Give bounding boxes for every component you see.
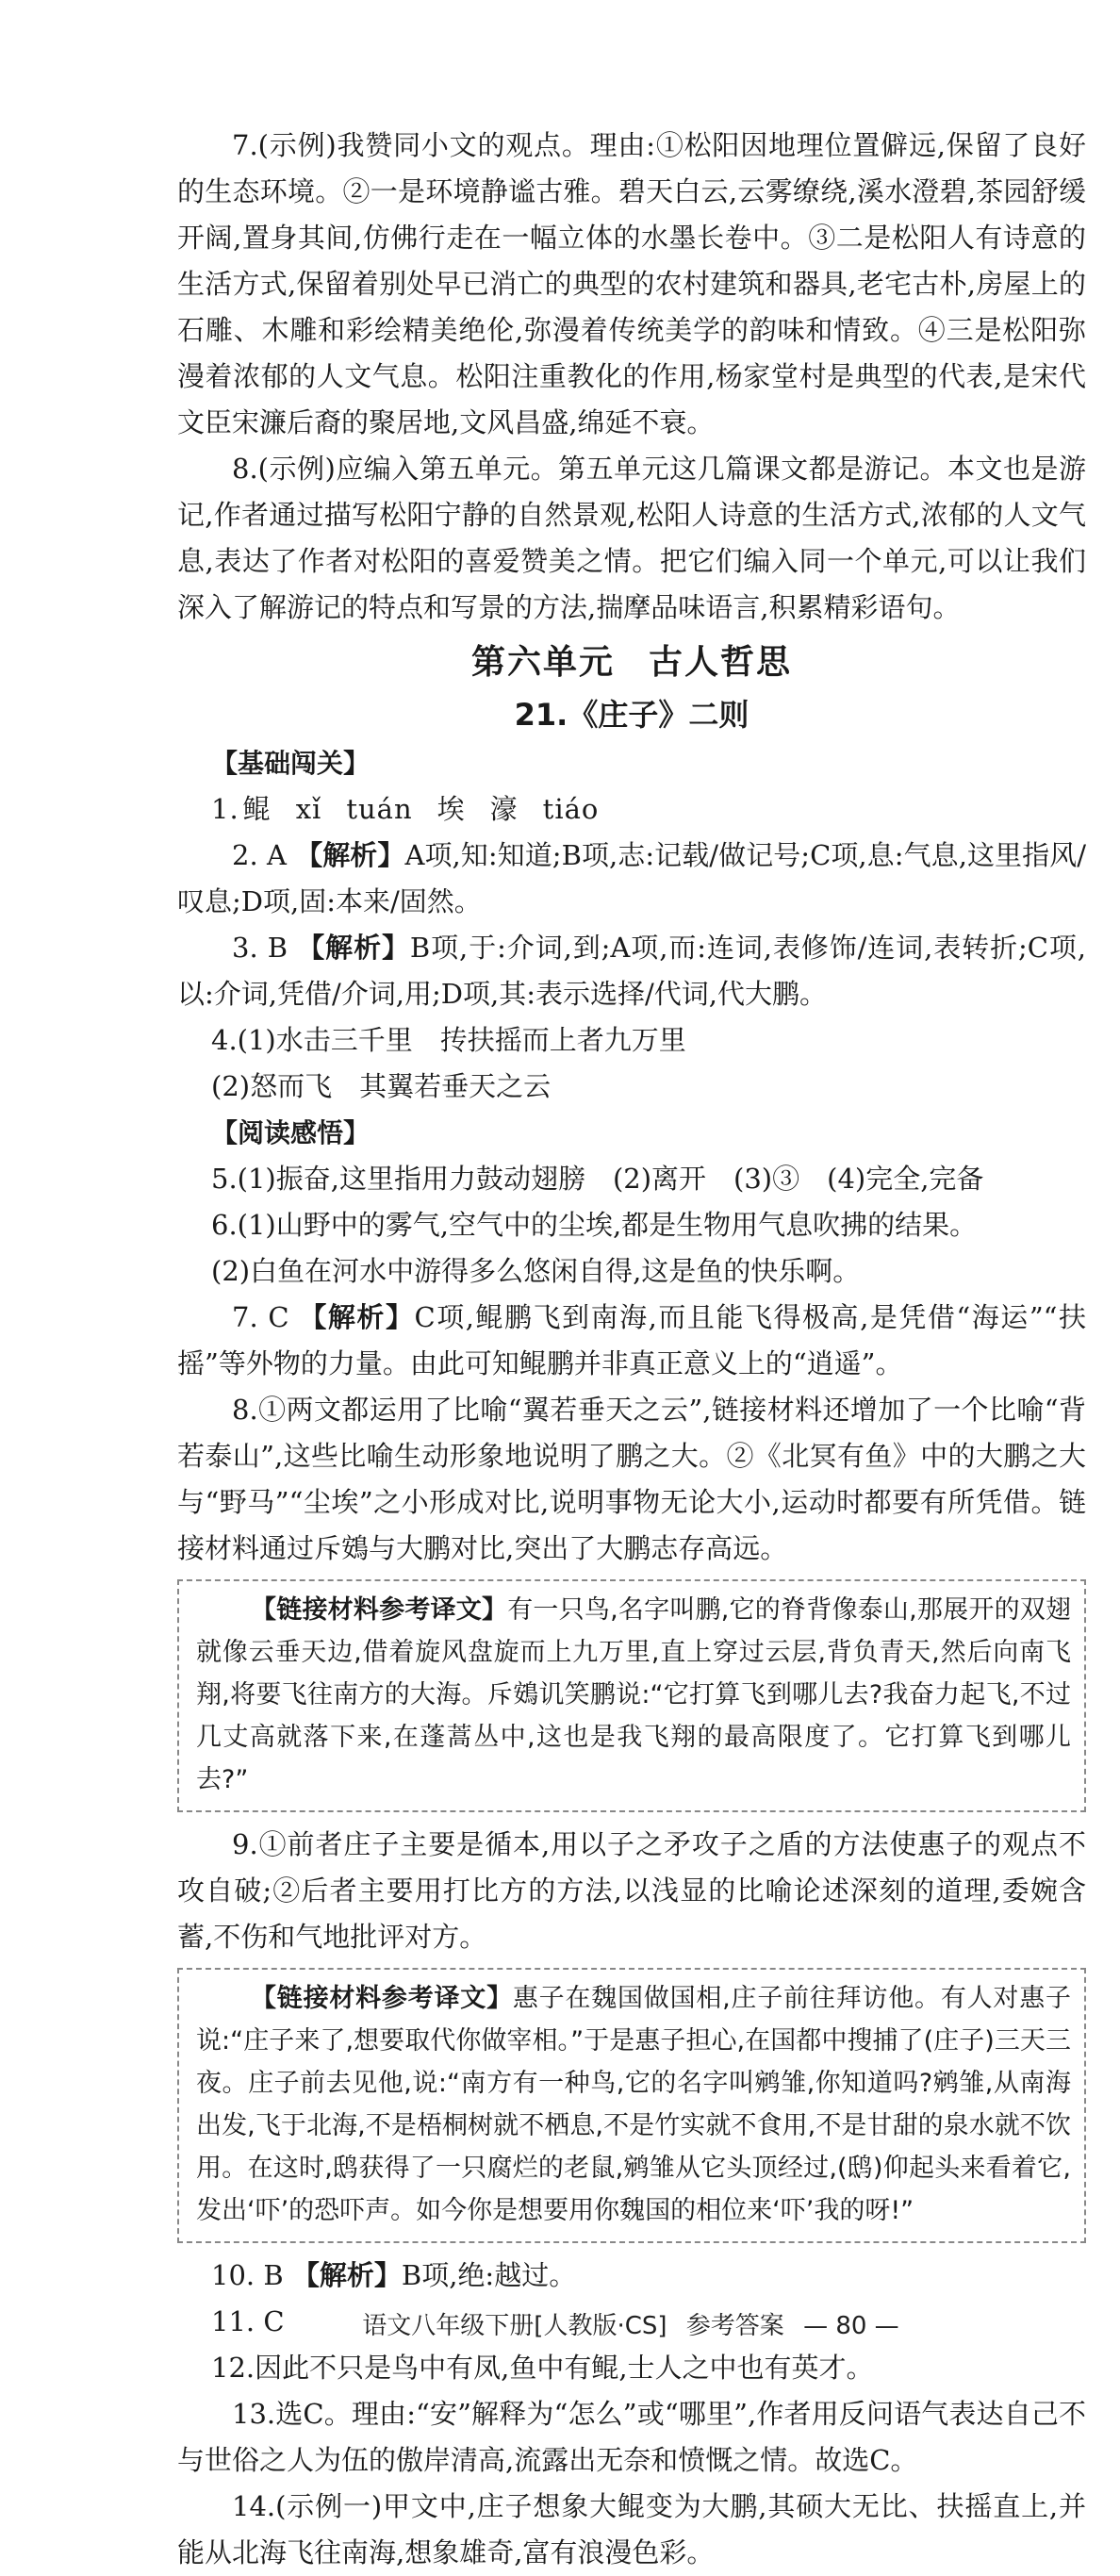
answer-q11: 11. C: [211, 2305, 285, 2337]
q1-number: 1.: [211, 793, 239, 825]
link-material-body-2: 惠子在魏国做国相,庄子前往拜访他。有人对惠子说:“庄子来了,想要取代你做宰相。”于是惠子担心,在国都中搜捕了(庄子)三天三夜。庄子前去见他,说:“南方有一种鸟,它的名字叫鹓雏,你知道吗?鹓雏,从南海出发,飞于北海,不是梧桐树就不栖息,不是竹实就不食用,不是甘甜的泉水就不饮用。在这时,鸱获得了一只腐烂的老鼠,鹓雏从它头顶经过,(鸱)仰起头来看着它,发出‘吓’的恐吓声。如今你是想要用你魏国的相位来‘吓’我的呀!”: [196, 1984, 1071, 2225]
answer-q6-2: (2)白鱼在河水中游得多么悠闲自得,这是鱼的快乐啊。: [211, 1255, 861, 1287]
section-reading-tag: 【阅读感悟】: [211, 1117, 371, 1148]
q2-analysis: A项,知:知道;B项,志:记载/做记号;C项,息:气息,这里指风/叹息;D项,固:本来/固然。: [177, 839, 1086, 917]
link-material-text-1: [196, 1589, 1071, 1801]
answer-q8-top: 8.(示例)应编入第五单元。第五单元这几篇课文都是游记。本文也是游记,作者通过描写松阳宁静的自然景观,松阳人诗意的生活方式,浓郁的人文气息,表达了作者对松阳的喜爱赞美之情。把它们编入同一个单元,可以让我们深入了解游记的特点和写景的方法,揣摩品味语言,积累精彩语句。: [177, 453, 1086, 623]
answer-q7: [177, 1295, 1086, 1387]
answer-q14: 14.(示例一)甲文中,庄子想象大鲲变为大鹏,其硕大无比、扶摇直上,并能从北海飞往南海,想象雄奇,富有浪漫色彩。: [177, 2490, 1086, 2568]
answer-q8: 8.①两文都运用了比喻“翼若垂天之云”,链接材料还增加了一个比喻“背若泰山”,这些比喻生动形象地说明了鹏之大。②《北冥有鱼》中的大鹏之大与“野马”“尘埃”之小形成对比,说明事物无论大小,运动时都要有所凭借。链接材料通过斥鴳与大鹏对比,突出了大鹏志存高远。: [177, 1394, 1086, 1564]
answer-q12: 12.因此不只是鸟中有凤,鱼中有鲲,士人之中也有英才。: [211, 2352, 874, 2384]
q1-item: 鲲: [242, 793, 272, 825]
q1-item: tiáo: [542, 793, 600, 825]
answer-q2: [177, 833, 1086, 925]
unit-number: 第六单元: [470, 643, 615, 682]
footer-book: 语文八年级下册[人教版·CS]: [362, 2312, 667, 2340]
lesson-title: 21.《庄子》二则: [514, 697, 749, 733]
q1-item: 埃: [436, 793, 466, 825]
unit-title: [177, 636, 1086, 689]
q3-analysis-tag: 【解析】: [297, 932, 410, 964]
answer-q7-top: 7.(示例)我赞同小文的观点。理由:①松阳因地理位置僻远,保留了良好的生态环境。②一是环境静谧古雅。碧天白云,云雾缭绕,溪水澄碧,茶园舒缓开阔,置身其间,仿佛行走在一幅立体的水墨长卷中。③二是松阳人有诗意的生活方式,保留着别处早已消亡的典型的农村建筑和器具,老宅古朴,房屋上的石雕、木雕和彩绘精美绝伦,弥漫着传统美学的韵味和情致。④三是松阳弥漫着浓郁的人文气息。松阳注重教化的作用,杨家堂村是典型的代表,是宋代文臣宋濂后裔的聚居地,文风昌盛,绵延不衰。: [177, 129, 1086, 438]
answer-q13: 13.选C。理由:“安”解释为“怎么”或“哪里”,作者用反问语气表达自己不与世俗之人为伍的傲岸清高,流露出无奈和愤慨之情。故选C。: [177, 2398, 1086, 2476]
q2-choice: 2. A: [232, 839, 287, 871]
answer-q5: 5.(1)振奋,这里指用力鼓动翅膀 (2)离开 (3)③ (4)完全,完备: [211, 1163, 984, 1195]
footer-page-number: — 80 —: [803, 2312, 899, 2340]
answer-q1: [177, 786, 1086, 833]
answer-q9: 9.①前者庄子主要是循本,用以子之矛攻子之盾的方法使惠子的观点不攻自破;②后者主要用打比方的方法,以浅显的比喻论述深刻的道理,委婉含蓄,不伤和气地批评对方。: [177, 1828, 1086, 1953]
page-footer: [0, 2306, 1120, 2341]
section-basic-tag: 【基础闯关】: [211, 748, 371, 779]
answer-q4-2: (2)怒而飞 其翼若垂天之云: [211, 1070, 552, 1102]
q1-item: 濠: [489, 793, 519, 825]
link-material-box-1: [177, 1579, 1086, 1812]
q10-choice: 10. B: [211, 2259, 284, 2291]
answer-q10: [177, 2253, 1086, 2299]
q7-analysis-tag: 【解析】: [299, 1301, 415, 1333]
q1-item: xǐ: [295, 793, 322, 825]
answer-q4-1: 4.(1)水击三千里 抟扶摇而上者九万里: [211, 1024, 686, 1056]
q7-analysis: C项,鲲鹏飞到南海,而且能飞得极高,是凭借“海运”“扶摇”等外物的力量。由此可知鲲鹏并非真正意义上的“逍遥”。: [177, 1301, 1086, 1379]
link-material-body-1: 有一只鸟,名字叫鹏,它的脊背像泰山,那展开的双翅就像云垂天边,借着旋风盘旋而上九万里,直上穿过云层,背负青天,然后向南飞翔,将要飞往南方的大海。斥鴳讥笑鹏说:“它打算飞到哪儿去?我奋力起飞,不过几丈高就落下来,在蓬蒿丛中,这也是我飞翔的最高限度了。它打算飞到哪儿去?”: [196, 1595, 1072, 1794]
q3-analysis: B项,于:介词,到;A项,而:连词,表修饰/连词,表转折;C项,以:介词,凭借/介词,用;D项,其:表示选择/代词,代大鹏。: [177, 932, 1087, 1010]
link-material-box-2: [177, 1968, 1086, 2243]
q2-analysis-tag: 【解析】: [295, 839, 405, 871]
link-material-head-1: 【链接材料参考译文】: [251, 1595, 508, 1625]
q7-choice: 7. C: [232, 1301, 289, 1333]
link-material-text-2: [196, 1977, 1071, 2232]
answer-q6-1: 6.(1)山野中的雾气,空气中的尘埃,都是生物用气息吹拂的结果。: [211, 1209, 978, 1241]
q3-choice: 3. B: [232, 932, 288, 964]
q10-analysis: B项,绝:越过。: [401, 2259, 577, 2291]
answer-q3: [177, 925, 1086, 1017]
q10-analysis-tag: 【解析】: [291, 2259, 402, 2291]
footer-section: 参考答案: [685, 2312, 784, 2340]
unit-theme: 古人哲思: [649, 643, 793, 682]
q1-item: tuán: [346, 793, 413, 825]
link-material-head-2: 【链接材料参考译文】: [251, 1984, 513, 2013]
